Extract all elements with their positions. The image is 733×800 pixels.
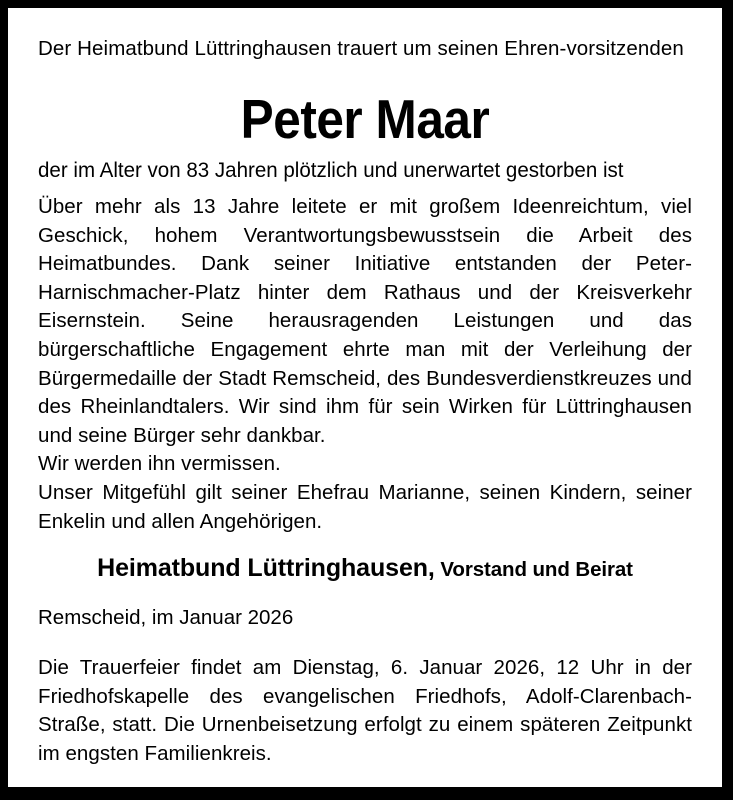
funeral-details-block — [38, 654, 692, 768]
eulogy-paragraph-2: Wir werden ihn vermissen. — [38, 452, 281, 476]
place-and-date: Remscheid, im Januar 2026 — [38, 606, 294, 630]
eulogy-paragraph-1: Über mehr als 13 Jahre leitete er mit großem Ideenreichtum, viel Geschick, hohem Verantwortungsbewusstsein die Arbeit des Heimatbundes. Dank seiner Initiative entstanden der Peter-Harnischmacher-Platz hinter dem Rathaus und der Kreisverkehr Eisernstein. Seine herausragenden Leistungen und das bürgerschaftliche Engagement ehrte man mit der Verleihung der Bürgermedaille der Stadt Remscheid, des Bundesverdienstkreuzes und des Rheinlandtalers. Wir sind ihm für sein Wirken für Lüttringhausen und seine Bürger sehr dankbar. — [38, 195, 692, 447]
signature-line — [38, 554, 692, 583]
intro-text: Der Heimatbund Lüttringhausen trauert um seinen Ehren-vorsitzenden — [38, 37, 684, 60]
funeral-details-text: Die Trauerfeier findet am Dienstag, 6. Januar 2026, 12 Uhr in der Friedhofskapelle des evangelischen Friedhofs, Adolf-Clarenbach-Straße, statt. Die Urnenbeisetzung erfolgt zu einem späteren Zeitpunkt im engsten Familienkreis. — [38, 656, 692, 765]
deceased-name: Peter Maar — [240, 88, 490, 150]
eulogy-paragraph-3: Unser Mitgefühl gilt seiner Ehefrau Marianne, seinen Kindern, seiner Enkelin und allen Angehörigen. — [38, 480, 692, 533]
signature-organisation: Heimatbund Lüttringhausen, — [97, 554, 435, 583]
death-notice-body — [8, 8, 722, 787]
signature-role: Vorstand und Beirat — [434, 558, 633, 582]
age-line: der im Alter von 83 Jahren plötzlich und unerwartet gestorben ist — [38, 158, 624, 182]
age-line-wrapper — [38, 155, 692, 185]
eulogy-block — [38, 193, 692, 536]
